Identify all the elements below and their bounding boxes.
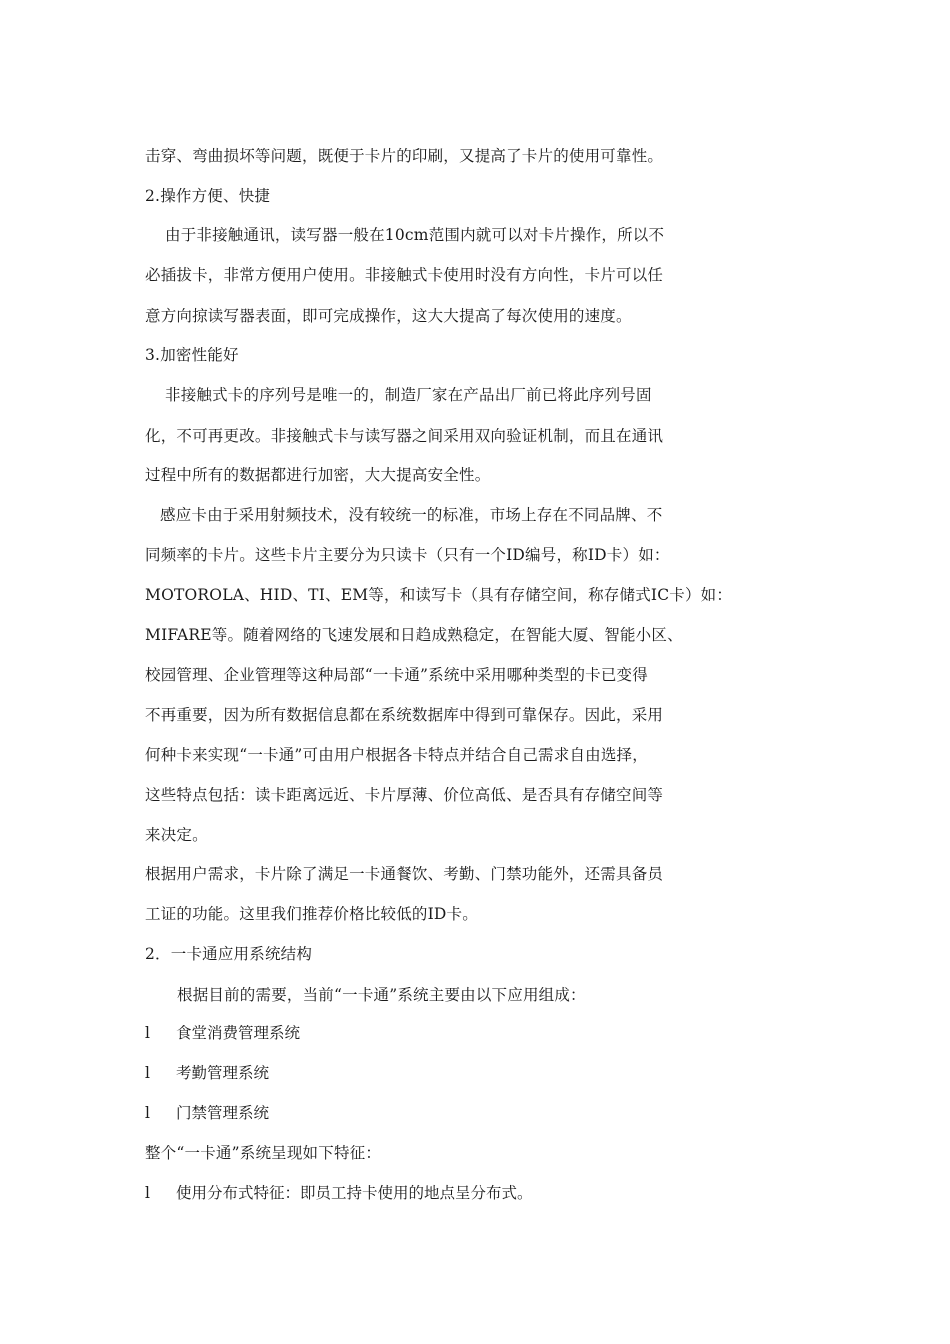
section-heading: 2.操作方便、快捷 [145,187,271,205]
list-item: 考勤管理系统 [176,1064,270,1082]
list-item: 使用分布式特征：即员工持卡使用的地点呈分布式。 [176,1184,533,1202]
paragraph-line: 不再重要，因为所有数据信息都在系统数据库中得到可靠保存。因此，采用 [145,706,664,724]
section-heading: 2．一卡通应用系统结构 [145,945,313,963]
section-heading: 3.加密性能好 [145,346,239,364]
paragraph-line: 过程中所有的数据都进行加密，大大提高安全性。 [145,466,491,484]
paragraph-line: 根据目前的需要，当前“一卡通”系统主要由以下应用组成： [177,986,586,1004]
paragraph-line: 必插拔卡，非常方便用户使用。非接触式卡使用时没有方向性，卡片可以任 [145,266,664,284]
paragraph-line: 同频率的卡片。这些卡片主要分为只读卡（只有一个ID编号，称ID卡）如： [145,546,670,564]
paragraph-line: 来决定。 [145,826,208,844]
list-item: 食堂消费管理系统 [176,1024,301,1042]
bullet-marker: l [145,1184,150,1202]
paragraph-line: 校园管理、企业管理等这种局部“一卡通”系统中采用哪种类型的卡已变得 [145,666,648,684]
bullet-marker: l [145,1104,150,1122]
paragraph-line: 感应卡由于采用射频技术，没有较统一的标准，市场上存在不同品牌、不 [160,506,663,524]
bullet-marker: l [145,1024,150,1042]
paragraph-line: 意方向掠读写器表面，即可完成操作，这大大提高了每次使用的速度。 [145,307,632,325]
paragraph-line: 何种卡来实现“一卡通”可由用户根据各卡特点并结合自己需求自由选择， [145,746,648,764]
paragraph-line: 根据用户需求，卡片除了满足一卡通餐饮、考勤、门禁功能外，还需具备员 [145,865,664,883]
summary-line: 整个“一卡通”系统呈现如下特征： [145,1144,382,1162]
paragraph-line: MIFARE等。随着网络的飞速发展和日趋成熟稳定，在智能大厦、智能小区、 [145,626,683,644]
paragraph-line: 工证的功能。这里我们推荐价格比较低的ID卡。 [145,905,478,923]
list-item: 门禁管理系统 [176,1104,270,1122]
bullet-marker: l [145,1064,150,1082]
paragraph-line: 击穿、弯曲损坏等问题，既便于卡片的印刷，又提高了卡片的使用可靠性。 [145,147,664,165]
paragraph-line: 这些特点包括：读卡距离远近、卡片厚薄、价位高低、是否具有存储空间等 [145,786,664,804]
paragraph-line: 化，不可再更改。非接触式卡与读写器之间采用双向验证机制，而且在通讯 [145,427,664,445]
paragraph-line: 非接触式卡的序列号是唯一的，制造厂家在产品出厂前已将此序列号固 [165,386,652,404]
paragraph-line: 由于非接触通讯，读写器一般在10cm范围内就可以对卡片操作，所以不 [165,226,665,244]
paragraph-line: MOTOROLA、HID、TI、EM等，和读写卡（具有存储空间，称存储式IC卡）如： [145,586,733,604]
